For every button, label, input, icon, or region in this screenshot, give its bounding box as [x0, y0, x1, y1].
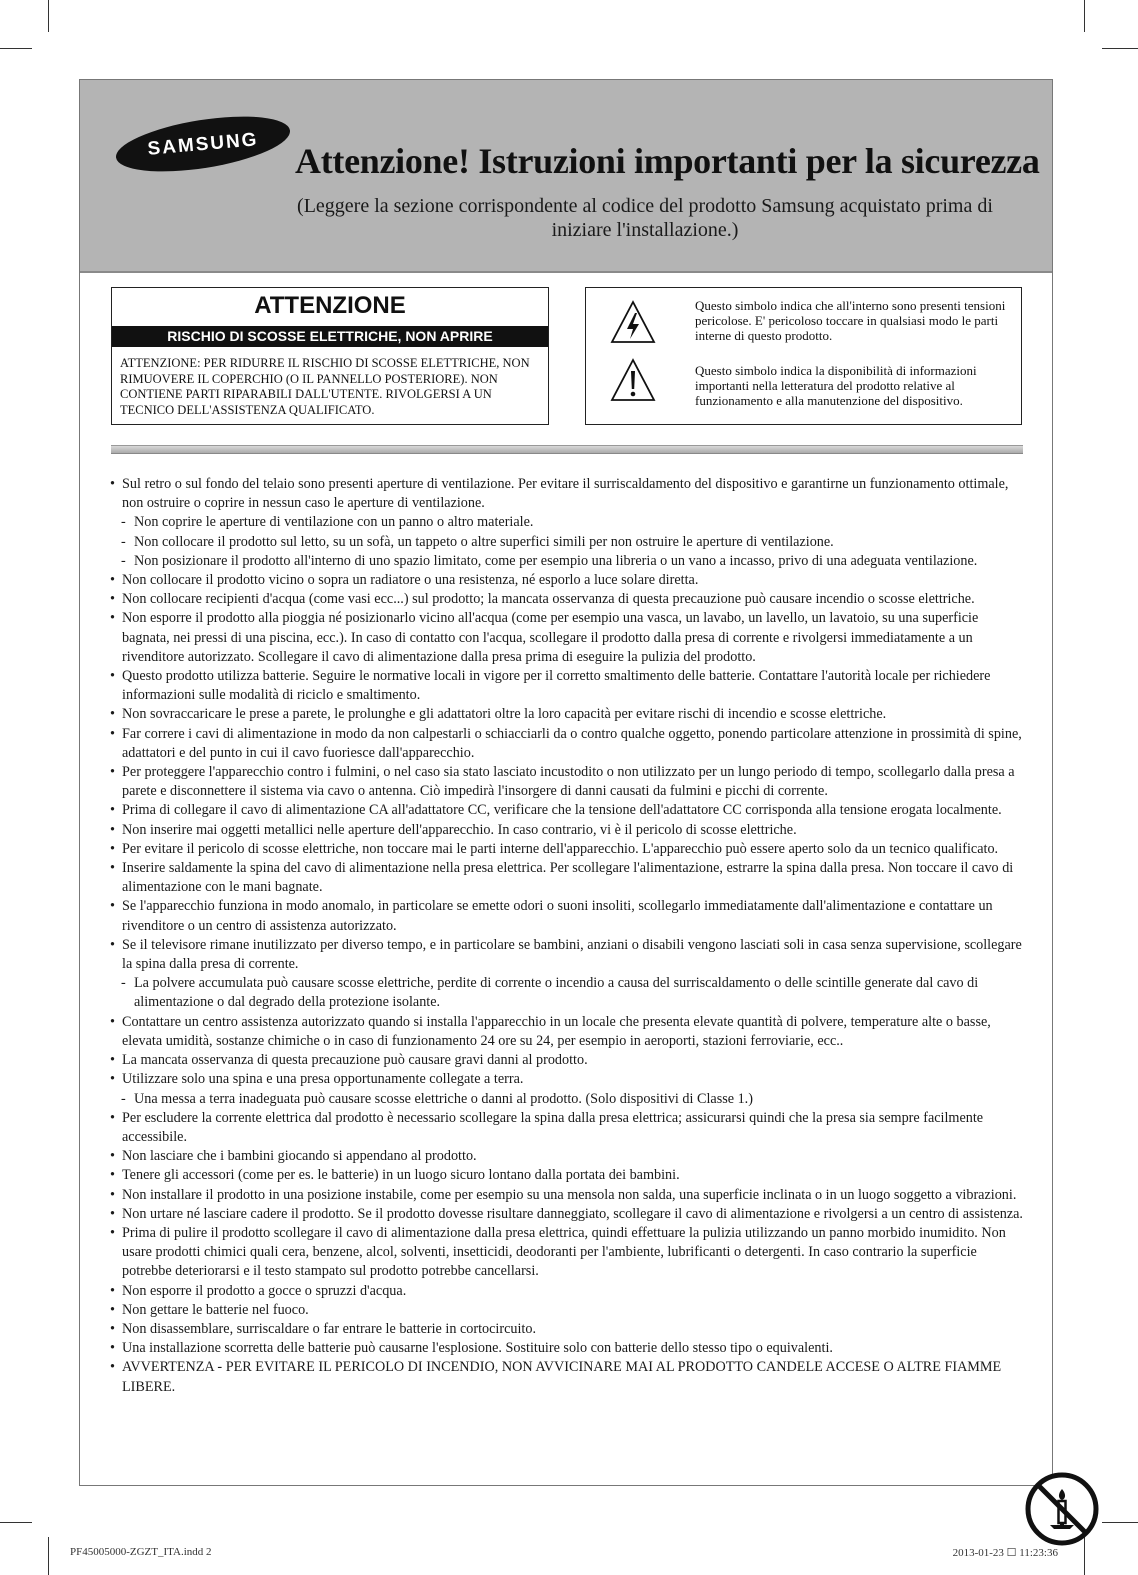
list-item: • Non gettare le batterie nel fuoco.: [106, 1301, 1026, 1320]
crop-mark: [1084, 0, 1085, 32]
crop-mark: [0, 48, 32, 49]
list-item: • Non inserire mai oggetti metallici nelle aperture dell'apparecchio. In caso contrario, vi è il pericolo di scosse elettriche.: [106, 821, 1026, 840]
page-title: Attenzione! Istruzioni importanti per la sicurezza: [295, 141, 1040, 181]
samsung-logo: [113, 113, 293, 175]
header-banner: [80, 80, 1052, 273]
no-candle-icon: [1024, 1471, 1100, 1547]
list-item: • Contattare un centro assistenza autorizzato quando si installa l'apparecchio in un locale che presenta elevate quantità di polvere, temperature alte o basse, elevata umidità, sostanze chimiche o in caso di funzionamento 24 ore su 24, per esempio in aeroporti, stazioni ferroviarie, ecc..: [106, 1013, 1026, 1051]
list-item: • Non urtare né lasciare cadere il prodotto. Se il prodotto dovesse risultare danneggiato, scollegare il cavo di alimentazione e rivolgersi a un centro di assistenza.: [106, 1205, 1026, 1224]
crop-mark: [48, 1537, 49, 1575]
page-subtitle: (Leggere la sezione corrispondente al codice del prodotto Samsung acquistato prima di iniziare l'installazione.): [297, 195, 993, 241]
list-item: • AVVERTENZA - PER EVITARE IL PERICOLO DI INCENDIO, NON AVVICINARE MAI AL PRODOTTO CANDELE ACCESE O ALTRE FIAMME LIBERE.: [106, 1358, 1026, 1396]
voltage-symbol-text: Questo simbolo indica che all'interno sono presenti tensioni pericolose. E' pericoloso toccare in qualsiasi modo le parti interne di questo prodotto.: [695, 298, 1006, 343]
list-item: • Sul retro o sul fondo del telaio sono presenti aperture di ventilazione. Per evitare il surriscaldamento del dispositivo e garantirne un funzionamento ottimale, non ostruire o coprire in nessun caso le aperture di ventilazione.: [106, 475, 1026, 513]
crop-mark: [0, 1522, 32, 1523]
list-item: • Se l'apparecchio funziona in modo anomalo, in particolare se emette odori o suoni insoliti, scollegarlo immediatamente dall'alimentazione e contattare un rivenditore o un centro di assistenza autorizzato.: [106, 897, 1026, 935]
list-item: • Non installare il prodotto in una posizione instabile, come per esempio su una mensola non salda, una superficie inclinata o in un luogo soggetto a vibrazioni.: [106, 1186, 1026, 1205]
list-item: • Non collocare recipienti d'acqua (come vasi ecc...) sul prodotto; la mancata osservanza di questa precauzione può causare incendio o scosse elettriche.: [106, 590, 1026, 609]
safety-instructions-list: [106, 475, 1026, 1397]
symbols-box: [585, 287, 1022, 425]
list-item: • Per proteggere l'apparecchio contro i fulmini, o nel caso sia stato lasciato incustodito o non utilizzato per un lungo periodo di tempo, scollegarlo dalla presa a parete e disconnettere il sistema via cavo o antenna. Ciò impedirà l'insorgere di danni causati da fulmini e picchi di corrente.: [106, 763, 1026, 801]
caution-text: ATTENZIONE: PER RIDURRE IL RISCHIO DI SCOSSE ELETTRICHE, NON RIMUOVERE IL COPERCHIO (O IL PANNELLO POSTERIORE). NON CONTIENE PARTI RIPARABILI DALL'UTENTE. RIVOLGERSI A UN TECNICO DELL'ASSISTENZA QUALIFICATO.: [120, 356, 530, 417]
brand-name: SAMSUNG: [146, 129, 260, 160]
list-item: • Prima di collegare il cavo di alimentazione CA all'adattatore CC, verificare che la tensione dell'adattatore CC corrisponda alla tensione erogata localmente.: [106, 801, 1026, 820]
caution-box: [111, 287, 549, 425]
caution-title: ATTENZIONE: [254, 292, 406, 319]
list-item: • Per escludere la corrente elettrica dal prodotto è necessario scollegare la spina dalla presa elettrica; assicurarsi quindi che la presa sia sempre facilmente accessibile.: [106, 1109, 1026, 1147]
list-item: • Prima di pulire il prodotto scollegare il cavo di alimentazione dalla presa elettrica, quindi effettuare la pulizia utilizzando un panno morbido inumidito. Non usare prodotti chimici quali cera, benzene, alcol, solventi, insetticidi, deodoranti per l'ambiente, lubrificanti o detergenti. In caso contrario la superficie potrebbe deteriorarsi e il testo stampato sul prodotto potrebbe cancellarsi.: [106, 1224, 1026, 1282]
list-item: • Far correre i cavi di alimentazione in modo da non calpestarli o schiacciarli da o contro qualche oggetto, ponendo particolare attenzione in prossimità di spine, adattatori e del punto in cui il cavo fuoriesce dall'apparecchio.: [106, 725, 1026, 763]
caution-banner: RISCHIO DI SCOSSE ELETTRICHE, NON APRIRE: [112, 326, 548, 347]
sub-list-item: - Una messa a terra inadeguata può causare scosse elettriche o danni al prodotto. (Solo dispositivi di Classe 1.): [106, 1090, 1026, 1109]
list-item: • Non lasciare che i bambini giocando si appendano al prodotto.: [106, 1147, 1026, 1166]
list-item: • La mancata osservanza di questa precauzione può causare gravi danni al prodotto.: [106, 1051, 1026, 1070]
section-divider: [111, 445, 1023, 454]
list-item: • Se il televisore rimane inutilizzato per diverso tempo, e in particolare se bambini, anziani o disabili vengono lasciati soli in casa senza supervisione, scollegare la spina dalla presa di corrente.: [106, 936, 1026, 974]
crop-mark: [48, 0, 49, 32]
list-item: • Non esporre il prodotto alla pioggia né posizionarlo vicino all'acqua (come per esempio una vasca, un lavabo, un lavello, un lavatoio, su una superficie bagnata, nei pressi di una piscina, ecc.). In caso di contatto con l'acqua, scollegare il prodotto dalla presa di corrente e rivolgersi immediatamente a un rivenditore autorizzato. Scollegare il cavo di alimentazione dalla presa prima di eseguire la pulizia del prodotto.: [106, 609, 1026, 667]
crop-mark: [1102, 1522, 1138, 1523]
sub-list-item: - Non coprire le aperture di ventilazione con un panno o altro materiale.: [106, 513, 1026, 532]
footer-filename: PF45005000-ZGZT_ITA.indd 2: [70, 1546, 212, 1558]
lightning-warning-icon: [610, 300, 656, 344]
exclamation-warning-icon: [610, 358, 656, 402]
crop-mark: [1102, 48, 1138, 49]
list-item: • Una installazione scorretta delle batterie può causarne l'esplosione. Sostituire solo con batterie dello stesso tipo o equivalenti.: [106, 1339, 1026, 1358]
sub-list-item: - La polvere accumulata può causare scosse elettriche, perdite di corrente o incendio a causa del surriscaldamento o delle scintille generate dal cavo di alimentazione o dal degrado della protezione isolante.: [106, 974, 1026, 1012]
list-item: • Non disassemblare, surriscaldare o far entrare le batterie in cortocircuito.: [106, 1320, 1026, 1339]
sub-list-item: - Non collocare il prodotto sul letto, su un sofà, un tappeto o altre superfici simili per non ostruire le aperture di ventilazione.: [106, 533, 1026, 552]
list-item: • Non collocare il prodotto vicino o sopra un radiatore o una resistenza, né esporlo a luce solare diretta.: [106, 571, 1026, 590]
page-frame: [79, 79, 1053, 1486]
list-item: • Utilizzare solo una spina e una presa opportunamente collegate a terra.: [106, 1070, 1026, 1089]
list-item: • Per evitare il pericolo di scosse elettriche, non toccare mai le parti interne dell'apparecchio. L'apparecchio può essere aperto solo da un tecnico qualificato.: [106, 840, 1026, 859]
list-item: • Tenere gli accessori (come per es. le batterie) in un luogo sicuro lontano dalla portata dei bambini.: [106, 1166, 1026, 1185]
footer-timestamp: 2013-01-23 ☐ 11:23:36: [952, 1547, 1058, 1559]
list-item: • Non esporre il prodotto a gocce o spruzzi d'acqua.: [106, 1282, 1026, 1301]
list-item: • Inserire saldamente la spina del cavo di alimentazione nella presa elettrica. Per scollegare l'alimentazione, estrarre la spina dalla presa. Non toccare il cavo di alimentazione con le mani bagnate.: [106, 859, 1026, 897]
sub-list-item: - Non posizionare il prodotto all'interno di uno spazio limitato, come per esempio una libreria o un vano a incasso, privo di una adeguata ventilazione.: [106, 552, 1026, 571]
list-item: • Non sovraccaricare le prese a parete, le prolunghe e gli adattatori oltre la loro capacità per evitare rischi di incendio e scosse elettriche.: [106, 705, 1026, 724]
info-symbol-text: Questo simbolo indica la disponibilità di informazioni importanti nella letteratura del prodotto relative al funzionamento e alla manutenzione del dispositivo.: [695, 363, 977, 408]
list-item: • Questo prodotto utilizza batterie. Seguire le normative locali in vigore per il corretto smaltimento delle batterie. Contattare l'autorità locale per richiedere informazioni sulle modalità di riciclo e smaltimento.: [106, 667, 1026, 705]
